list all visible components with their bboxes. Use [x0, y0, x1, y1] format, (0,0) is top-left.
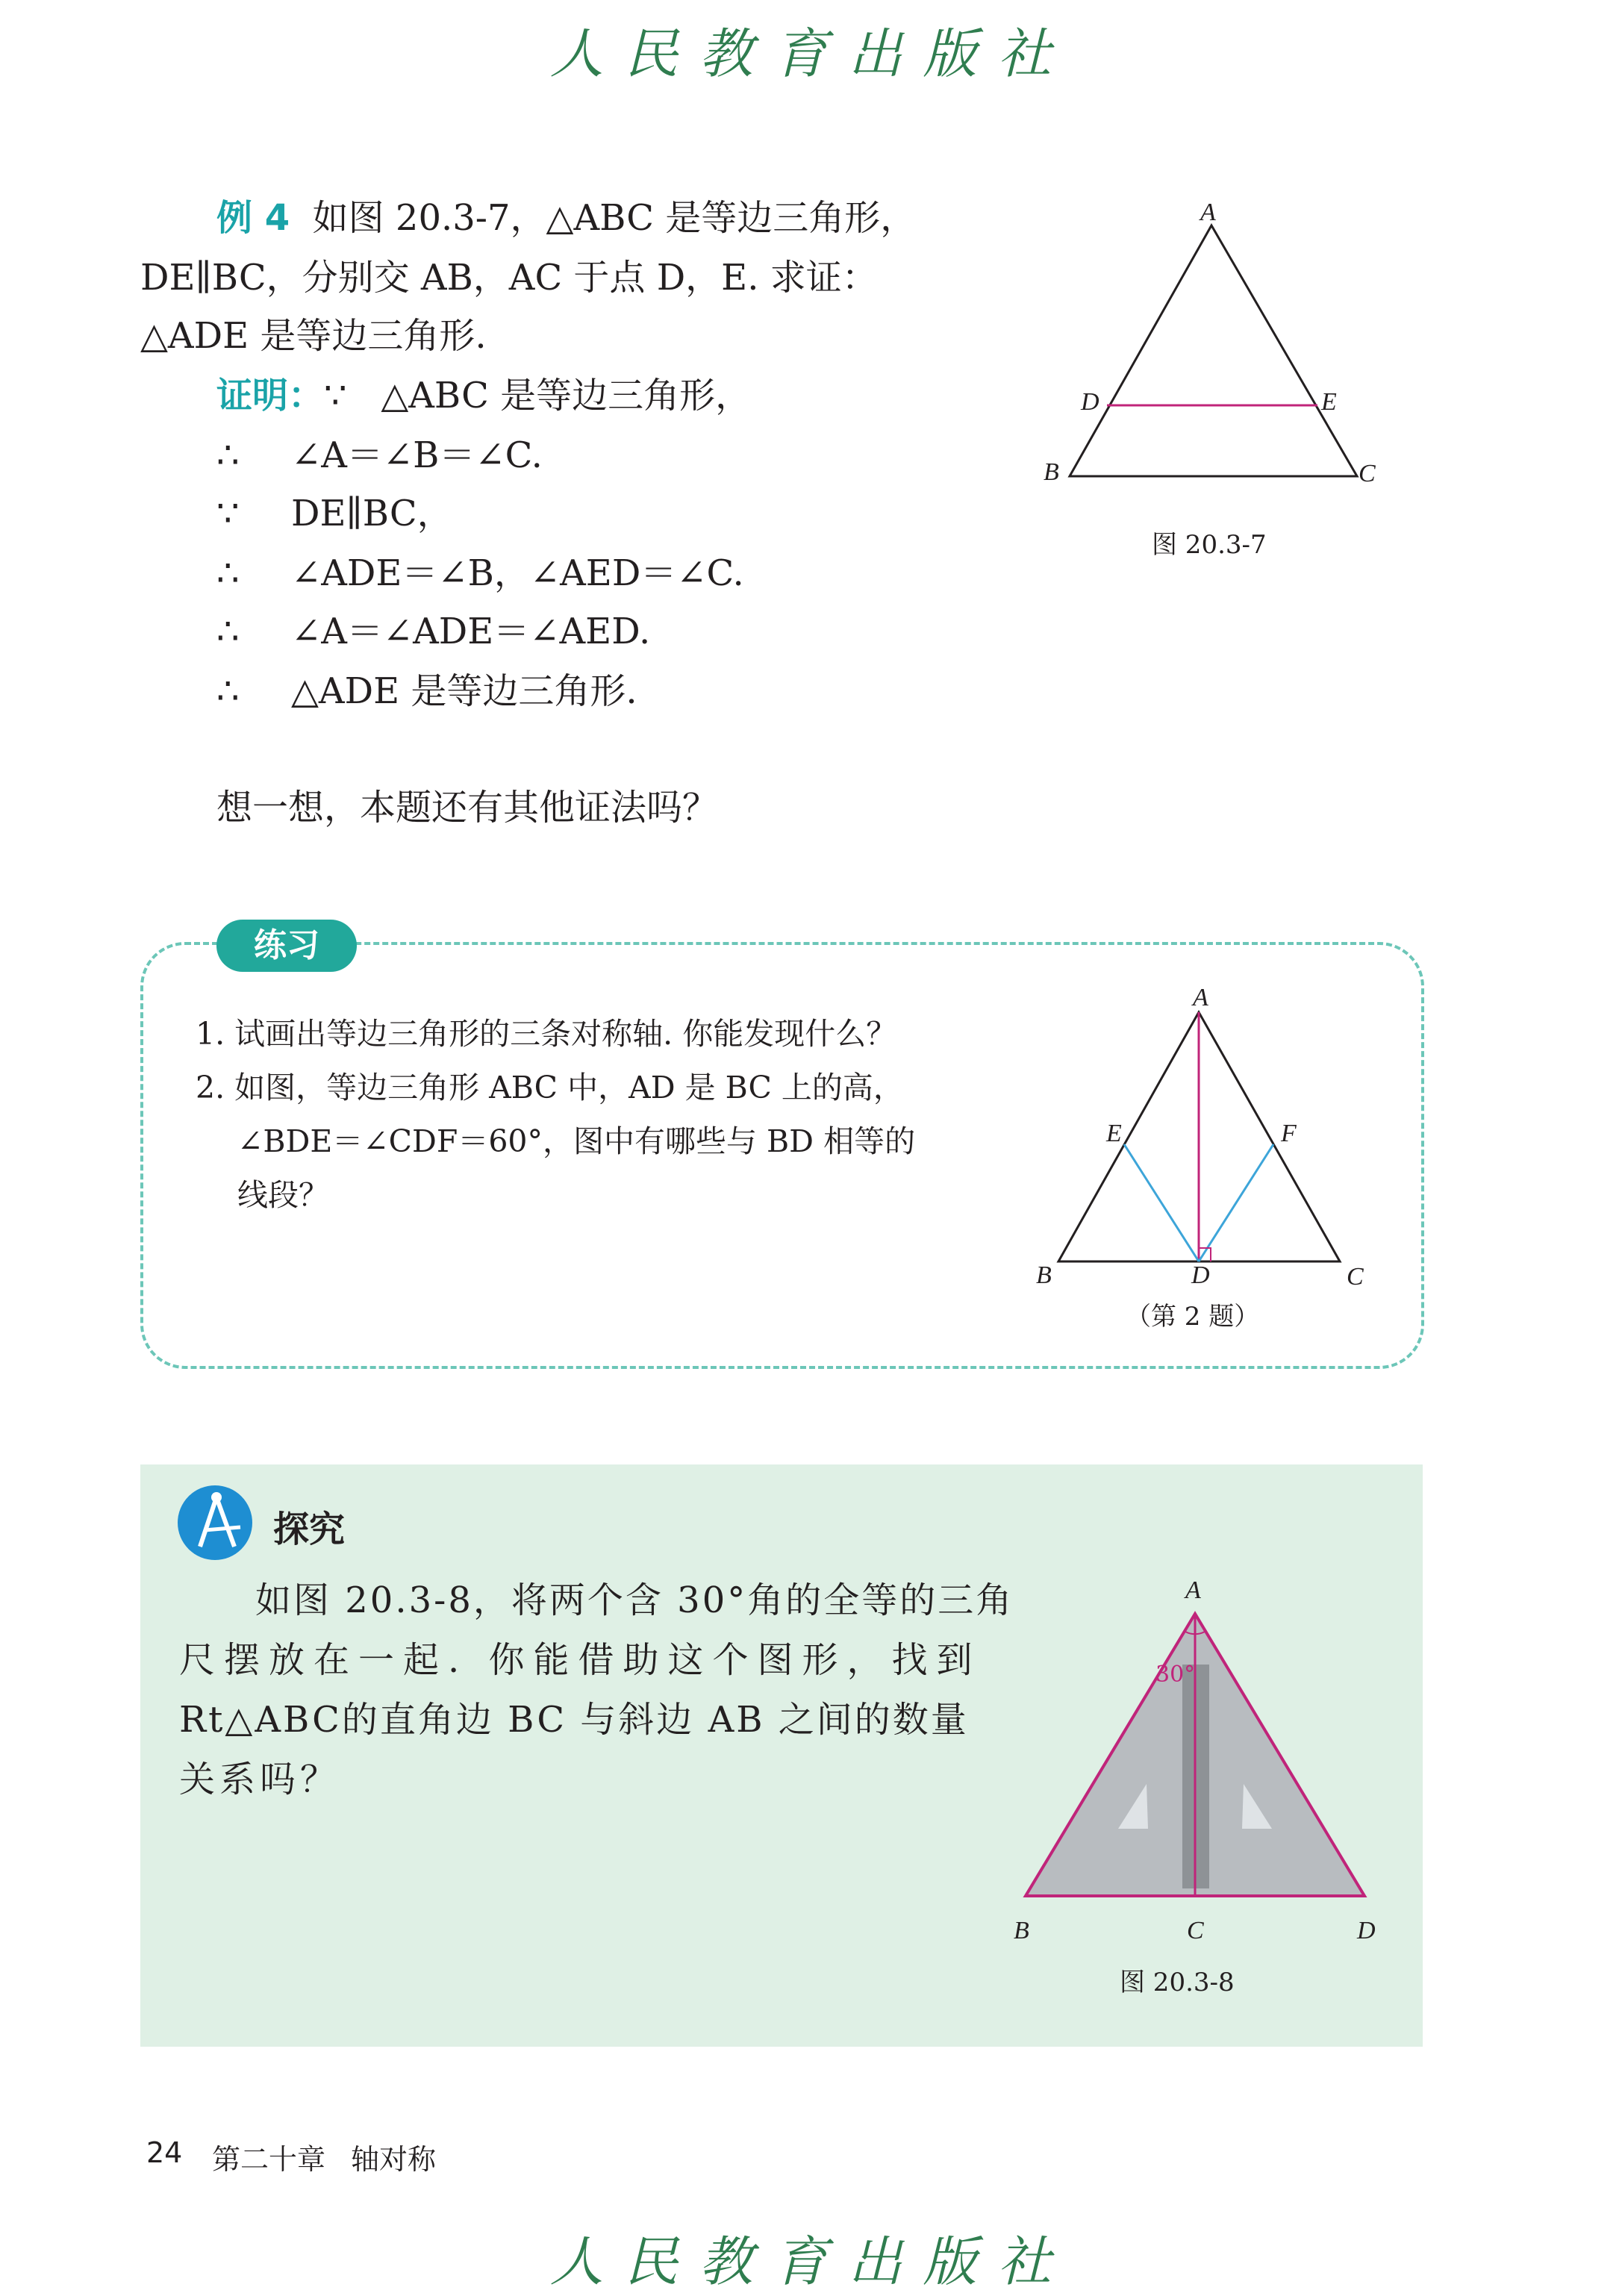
inquiry-line-3: Rt△ABC的直角边 BC 与斜边 AB 之间的数量	[179, 1699, 969, 1741]
fig2-label-d: D	[1191, 1261, 1210, 1289]
fig3-caption: 图 20.3-8	[1120, 1968, 1235, 1997]
triangle-abc	[1070, 225, 1357, 476]
example-line-1	[216, 188, 916, 248]
proof-sym-3: ∴	[216, 552, 240, 594]
example-label: 例 4	[216, 197, 290, 239]
proof-line-1	[216, 425, 543, 485]
fig2-caption: （第 2 题）	[1126, 1302, 1260, 1332]
exercise-q2-line2: ∠BDE＝∠CDF＝60°，图中有哪些与 BD 相等的	[237, 1123, 916, 1159]
exercise-figure	[1045, 985, 1373, 1284]
proof-text-1: ∠A＝∠B＝∠C.	[291, 434, 543, 476]
fig3-label-a: A	[1185, 1576, 1201, 1604]
proof-line-0	[216, 366, 751, 425]
publisher-footer: 人民教育出版社	[549, 2230, 1073, 2293]
fig1-label-b: B	[1044, 458, 1059, 486]
example-line-2: DE∥BC，分别交 AB，AC 于点 D，E. 求证：	[140, 257, 878, 299]
compass-icon	[178, 1485, 252, 1560]
fig1-caption: 图 20.3-7	[1152, 530, 1267, 560]
segment-df	[1199, 1144, 1273, 1261]
fig3-label-d: D	[1357, 1917, 1376, 1944]
segment-de	[1124, 1144, 1199, 1261]
publisher-header: 人民教育出版社	[549, 22, 1073, 85]
fig1-label-c: C	[1359, 460, 1376, 487]
fig2-label-b: B	[1036, 1261, 1052, 1289]
inquiry-line-1: 如图 20.3-8，将两个含 30°角的全等的三角	[255, 1579, 1014, 1621]
fig1-label-a: A	[1200, 199, 1216, 226]
fig2-label-e: E	[1106, 1120, 1122, 1147]
page-number: 24	[146, 2136, 183, 2169]
proof-text-0: △ABC 是等边三角形，	[381, 375, 752, 417]
inquiry-line-4: 关系吗？	[179, 1759, 341, 1800]
proof-sym-1: ∴	[216, 434, 240, 476]
fig2-label-f: F	[1281, 1120, 1297, 1147]
chapter-title: 轴对称	[351, 2143, 437, 2176]
proof-line-3	[216, 543, 744, 603]
proof-text-2: DE∥BC，	[291, 493, 453, 534]
proof-text-5: △ADE 是等边三角形.	[291, 670, 637, 712]
proof-label: 证明：	[216, 375, 325, 417]
example-text-1: 如图 20.3-7，△ABC 是等边三角形，	[312, 197, 917, 239]
exercise-q2-line1: 2. 如图，等边三角形 ABC 中，AD 是 BC 上的高，	[196, 1070, 904, 1105]
fig3-label-b: B	[1014, 1917, 1029, 1944]
inquiry-line-2: 尺摆放在一起. 你能借助这个图形，找到	[179, 1639, 982, 1681]
exercise-q2-line3: 线段？	[237, 1177, 329, 1213]
proof-sym-4: ∴	[216, 611, 240, 652]
exercise-q1: 1. 试画出等边三角形的三条对称轴. 你能发现什么？	[196, 1016, 897, 1052]
angle-30-label: 30°	[1155, 1662, 1196, 1688]
proof-sym-5: ∴	[216, 670, 240, 712]
proof-sym-0: ∵	[324, 375, 347, 417]
fig1-label-e: E	[1321, 388, 1337, 416]
proof-text-3: ∠ADE＝∠B，∠AED＝∠C.	[291, 552, 744, 594]
think-prompt: 想一想，本题还有其他证法吗？	[216, 787, 719, 829]
exercise-tag: 练习	[216, 920, 357, 972]
proof-sym-2: ∵	[216, 493, 240, 534]
chapter-label: 第二十章	[212, 2143, 326, 2176]
fig3-label-c: C	[1187, 1917, 1204, 1944]
proof-line-4	[216, 602, 651, 661]
figure-20-3-8	[1020, 1575, 1393, 1926]
fig2-label-c: C	[1347, 1263, 1364, 1291]
fig2-label-a: A	[1193, 984, 1208, 1011]
proof-text-4: ∠A＝∠ADE＝∠AED.	[291, 611, 651, 652]
example-line-3: △ADE 是等边三角形.	[140, 315, 487, 357]
fig1-label-d: D	[1081, 388, 1099, 416]
inquiry-title: 探究	[273, 1509, 346, 1550]
proof-line-5	[216, 661, 637, 721]
proof-line-2	[216, 484, 453, 543]
